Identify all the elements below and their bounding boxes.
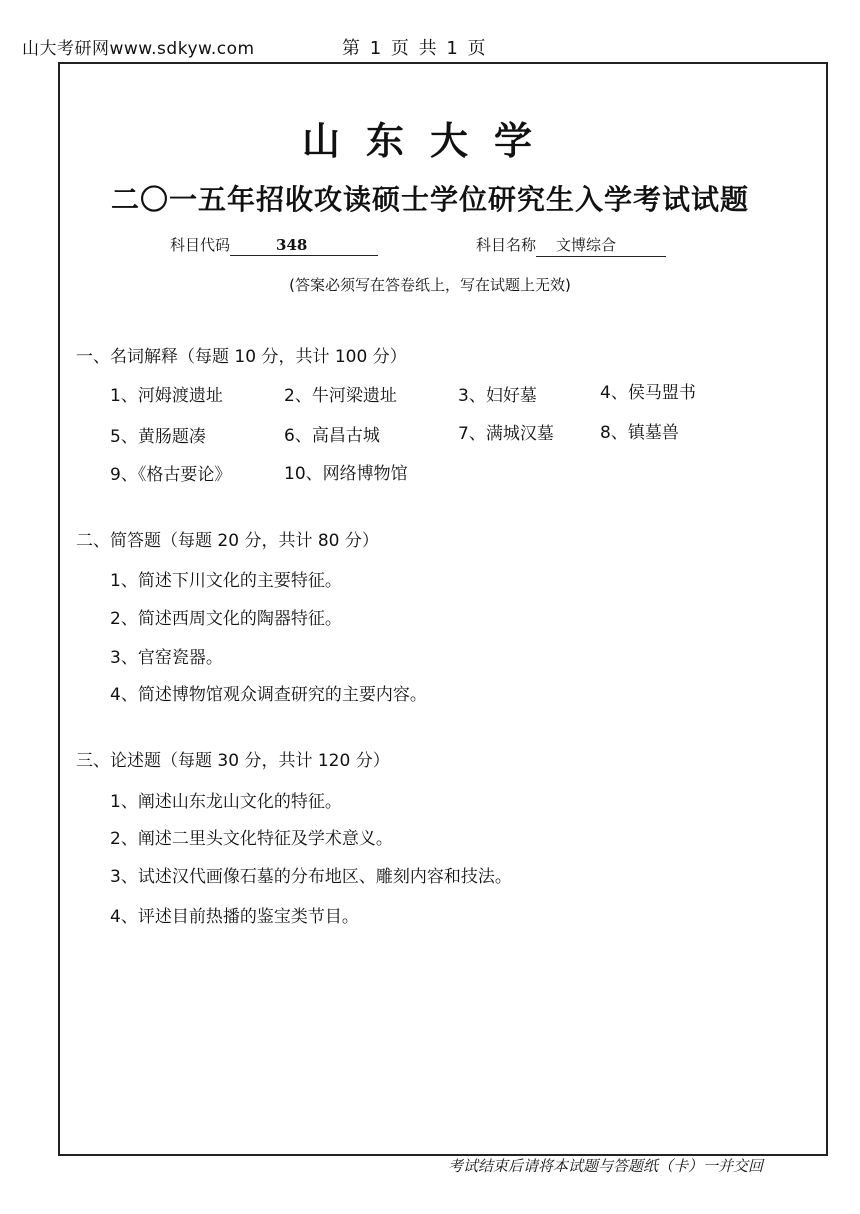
term-item: 8、镇墓兽: [600, 423, 679, 443]
term-item: 3、妇好墓: [458, 386, 537, 406]
section-heading-short-answer: 二、简答题（每题 20 分，共计 80 分）: [76, 531, 379, 551]
term-item: 4、侯马盟书: [600, 383, 696, 403]
question-item: 2、阐述二里头文化特征及学术意义。: [110, 829, 393, 849]
subject-code-value: 348: [230, 236, 378, 256]
term-item: 2、牛河梁遗址: [284, 386, 397, 406]
term-item: 7、满城汉墓: [458, 424, 554, 444]
question-item: 4、评述目前热播的鉴宝类节目。: [110, 907, 359, 927]
subject-name-row: [476, 234, 666, 257]
question-item: 3、试述汉代画像石墓的分布地区、雕刻内容和技法。: [110, 867, 512, 887]
term-item: 9、《格古要论》: [110, 465, 232, 485]
question-item: 2、简述西周文化的陶器特征。: [110, 609, 342, 629]
subject-code-row: [170, 234, 378, 256]
question-item: 3、官窑瓷器。: [110, 648, 223, 668]
section-heading-terms: 一、名词解释（每题 10 分，共计 100 分）: [76, 347, 407, 367]
term-item: 6、高昌古城: [284, 426, 380, 446]
question-item: 1、简述下川文化的主要特征。: [110, 571, 342, 591]
question-item: 4、简述博物馆观众调查研究的主要内容。: [110, 685, 427, 705]
page-number: 第 1 页 共 1 页: [342, 38, 488, 59]
term-item: 10、网络博物馆: [284, 464, 408, 484]
page-header: [0, 34, 860, 64]
term-item: 1、河姆渡遗址: [110, 386, 223, 406]
subject-name-label: 科目名称: [476, 236, 537, 254]
subject-name-value: 文博综合: [536, 234, 666, 257]
school-name: 山东大学: [301, 119, 558, 163]
footer-note: 考试结束后请将本试题与答题纸（卡）一并交回: [448, 1157, 764, 1175]
subject-code-label: 科目代码: [170, 236, 231, 254]
answer-instruction: (答案必须写在答卷纸上，写在试题上无效): [289, 276, 571, 294]
question-item: 1、阐述山东龙山文化的特征。: [110, 792, 342, 812]
section-heading-essay: 三、论述题（每题 30 分，共计 120 分）: [76, 751, 390, 771]
watermark-text: 山大考研网www.sdkyw.com: [22, 39, 255, 59]
term-item: 5、黄肠题凑: [110, 427, 206, 447]
exam-title: 二〇一五年招收攻读硕士学位研究生入学考试试题: [110, 183, 749, 216]
